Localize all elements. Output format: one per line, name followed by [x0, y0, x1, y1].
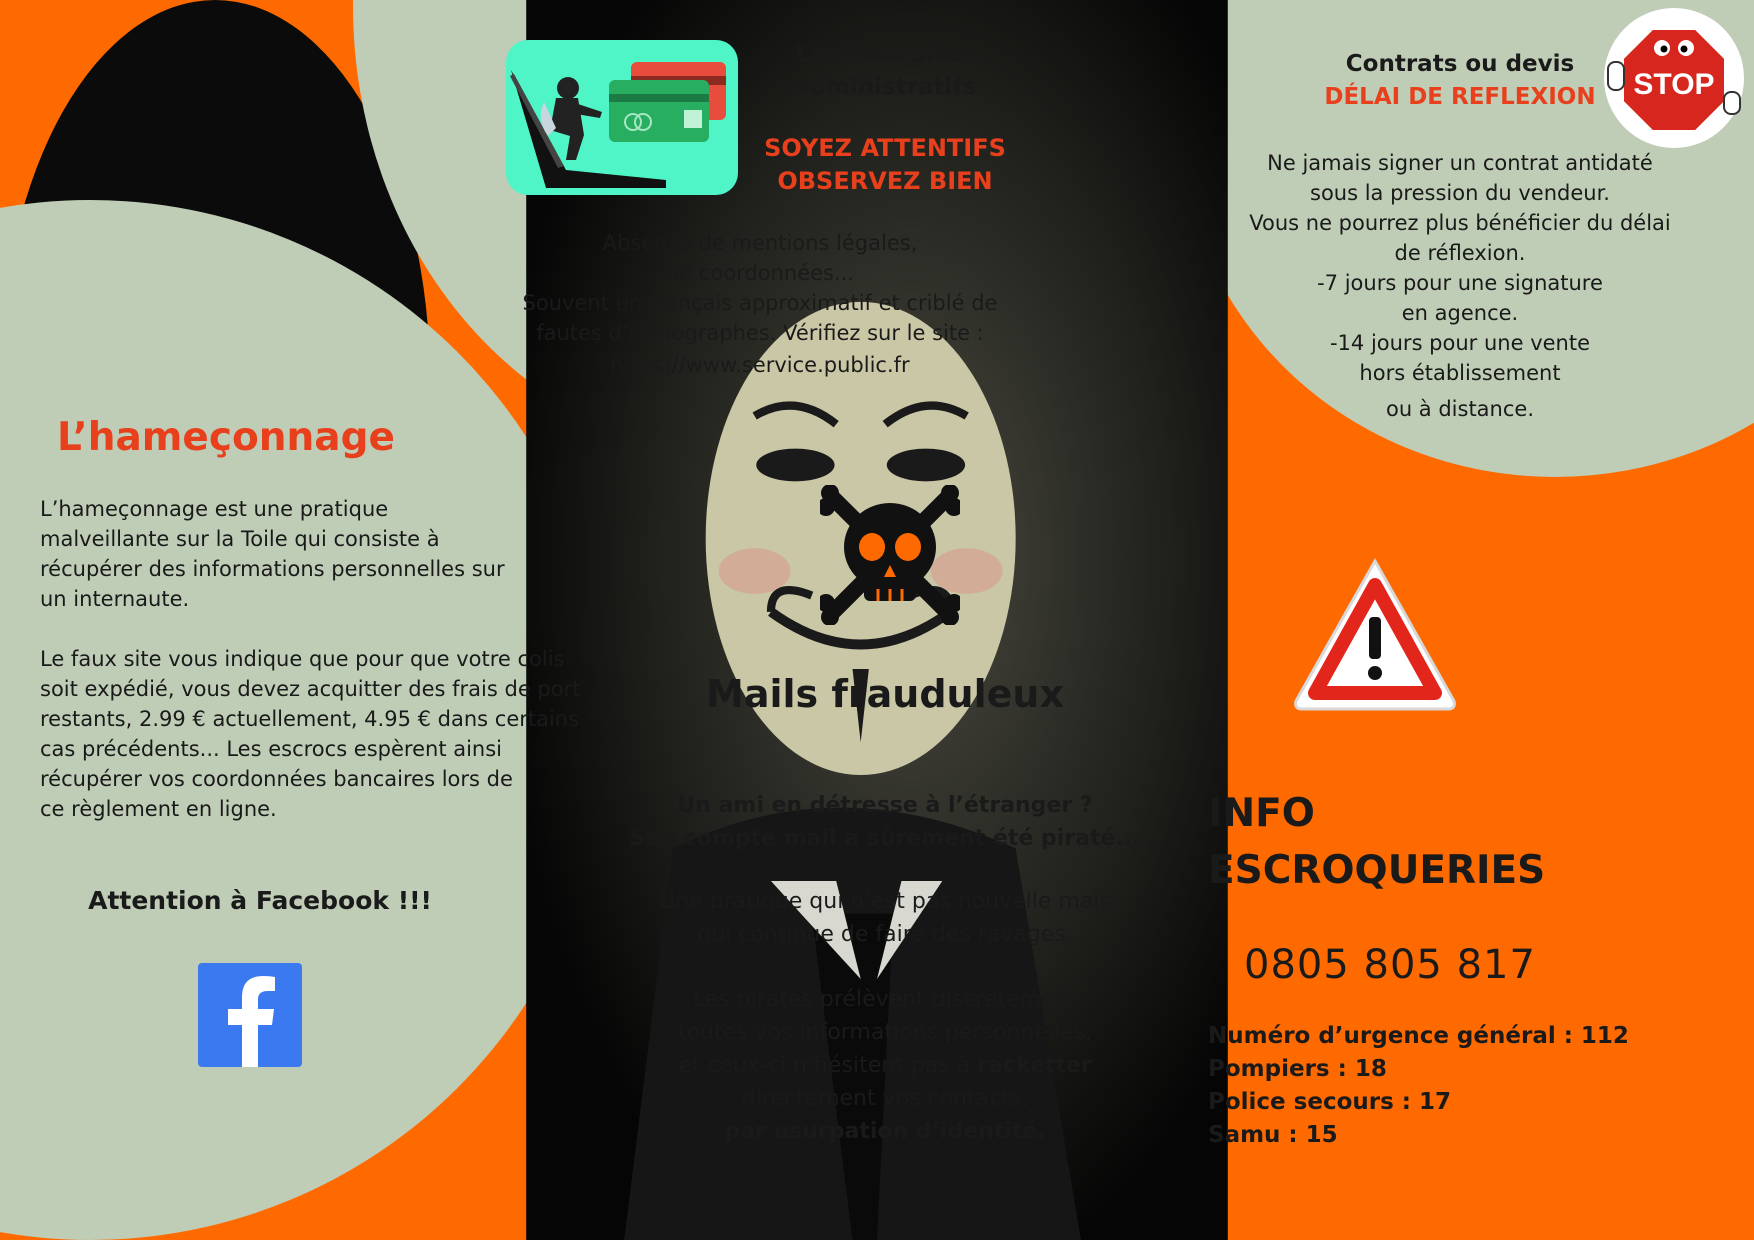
mails-paragraph-2: Les pirates prélèvent discrètement toutes vos informations personnelles, et ceux-ci n’hésitent pas à racketter directement vos contacts, par usurpation d’identité.: [677, 987, 1093, 1144]
racketter-emphasis: racketter: [977, 1053, 1092, 1078]
warning-triangle-icon: [1290, 555, 1460, 720]
contracts-body: Ne jamais signer un contrat antidaté sous la pression du vendeur. Vous ne pourrez plus bénéficier du délai de réflexion. -7 jours pour une signature en agence. -14 jours pour une vente hors établissement ou à distance.: [1249, 151, 1671, 421]
info-title: INFO ESCROQUERIES: [1208, 791, 1546, 893]
emergency-numbers-list: [1208, 1020, 1648, 1152]
stop-badge-text: STOP: [1633, 68, 1715, 101]
contracts-subtitle: DÉLAI DE REFLEXION: [1324, 84, 1596, 110]
info-phone-number: 0805 805 817: [1244, 942, 1536, 988]
admin-sites-warning: SOYEZ ATTENTIFS OBSERVEZ BIEN: [764, 134, 1006, 195]
contracts-title: Contrats ou devis DÉLAI DE REFLEXION: [1300, 48, 1620, 114]
list-item: Numéro d’urgence général : 112: [1208, 1023, 1629, 1049]
list-item: Samu : 15: [1208, 1122, 1338, 1148]
facebook-warning: Attention à Facebook !!!: [88, 886, 432, 915]
list-item: Pompiers : 18: [1208, 1056, 1387, 1082]
mails-paragraph-1: Une pratique qui n’est pas nouvelle mais qui continue de faire des ravages.: [659, 889, 1111, 947]
hacker-credit-card-icon: [506, 40, 738, 195]
phishing-paragraph-2: Le faux site vous indique que pour que votre colis soit expédié, vous devez acquitter des frais de port restants, 2.99 € actuellement, 4.95 € dans certains cas précédents... Les escrocs espèrent ainsi récupérer vos coordonnées bancaires lors de ce règlement en ligne.: [40, 647, 581, 821]
list-item: Police secours : 17: [1208, 1089, 1452, 1115]
phishing-title: L’hameçonnage: [57, 415, 395, 460]
phishing-paragraph-1: L’hameçonnage est une pratique malveillante sur la Toile qui consiste à récupérer des informations personnelles sur un internaute.: [40, 497, 505, 611]
facebook-logo-icon: [198, 963, 302, 1067]
mails-lead: Un ami en détresse à l’étranger ? Son compte mail a sûrement été piraté...: [629, 793, 1141, 851]
skull-crossbones-icon: [820, 485, 960, 625]
service-public-url: https://www.service.public.fr: [610, 353, 910, 377]
admin-sites-body: Absence de mentions légales, de coordonnées... Souvent un français approximatif et criblé de fautes d’orthographes. Vérifiez sur le site :: [522, 231, 998, 345]
admin-sites-title: Les faux sites administratifs: [793, 41, 977, 100]
stop-sign-mascot-icon: [1604, 8, 1744, 148]
mails-title: Mails frauduleux: [706, 672, 1064, 716]
